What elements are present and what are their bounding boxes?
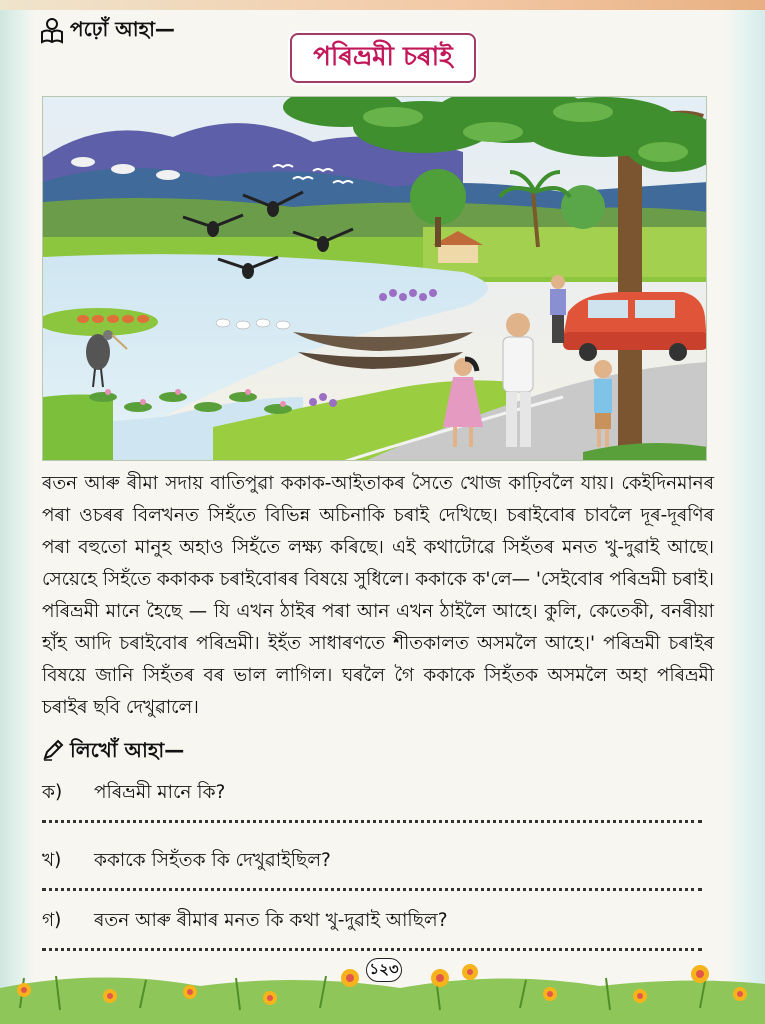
write-heading — [42, 738, 184, 766]
question-item — [42, 846, 702, 891]
answer-line[interactable] — [42, 819, 702, 823]
page-top-band — [0, 0, 765, 10]
question-item — [42, 778, 702, 823]
story-text — [42, 468, 714, 724]
read-heading-label: পঢ়োঁ আহা— — [70, 16, 175, 41]
pencil-icon — [42, 739, 64, 766]
page-right-tint — [725, 0, 765, 1024]
question-label: গ) — [42, 910, 62, 931]
page-number: ১২৩ — [366, 958, 402, 982]
question-text: ৰতন আৰু ৰীমাৰ মনত কি কথা খু-দুৱাই আছিল? — [94, 910, 448, 931]
question-text: পৰিভ্ৰমী মানে কি? — [94, 782, 226, 803]
question-text: ককাকে সিহঁতক কি দেখুৱাইছিল? — [94, 850, 331, 871]
question-item — [42, 906, 702, 951]
story-paragraph: ৰতন আৰু ৰীমা সদায় বাতিপুৱা ককাক-আইতাকৰ সৈতে খোজ কাঢ়িবলৈ যায়। কেইদিনমানৰ পৰা ওচৰৰ বিলখনত সিহঁতে বিভিন্ন অচিনাকি চৰাই দেখিছে। চৰাইবোৰ চাবলৈ দূৰ-দূৰণিৰ পৰা বহুতো মানুহ অহাও সিহঁতে লক্ষ্য কৰিছে। এই কথাটোৱে সিহঁতৰ মনত খু-দুৱাই আছে। সেয়েহে সিহঁতে ককাকক চৰাইবোৰৰ বিষয়ে সুধিলে। ককাকে ক'লে— 'সেইবোৰ পৰিভ্ৰমী চৰাই। পৰিভ্ৰমী মানে হৈছে — যি এখন ঠাইৰ পৰা আন এখন ঠাইলৈ আহে। কুলি, কেতেকী, বনৰীয়া হাঁহ আদি চৰাইবোৰ পৰিভ্ৰমী। ইহঁত সাধাৰণতে শীতকালত অসমলৈ আহে।' পৰিভ্ৰমী চৰাইৰ বিষয়ে জানি সিহঁতৰ বৰ ভাল লাগিল। ঘৰলৈ গৈ ককাকে সিহঁতক অসমলৈ অহা পৰিভ্ৰমী চৰাইৰ ছবি দেখুৱালে। — [42, 473, 714, 718]
reading-child-icon — [40, 18, 64, 44]
question-label: ক) — [42, 782, 63, 803]
birds-lake-scene-illustration — [43, 97, 707, 461]
page-left-tint — [0, 0, 34, 1024]
write-heading-label: লিখোঁ আহা— — [70, 737, 185, 762]
question-label: খ) — [42, 850, 62, 871]
answer-line[interactable] — [42, 887, 702, 891]
lesson-illustration — [42, 96, 707, 461]
lesson-title: পৰিভ্ৰমী চৰাই — [290, 33, 476, 83]
read-heading — [40, 16, 175, 46]
